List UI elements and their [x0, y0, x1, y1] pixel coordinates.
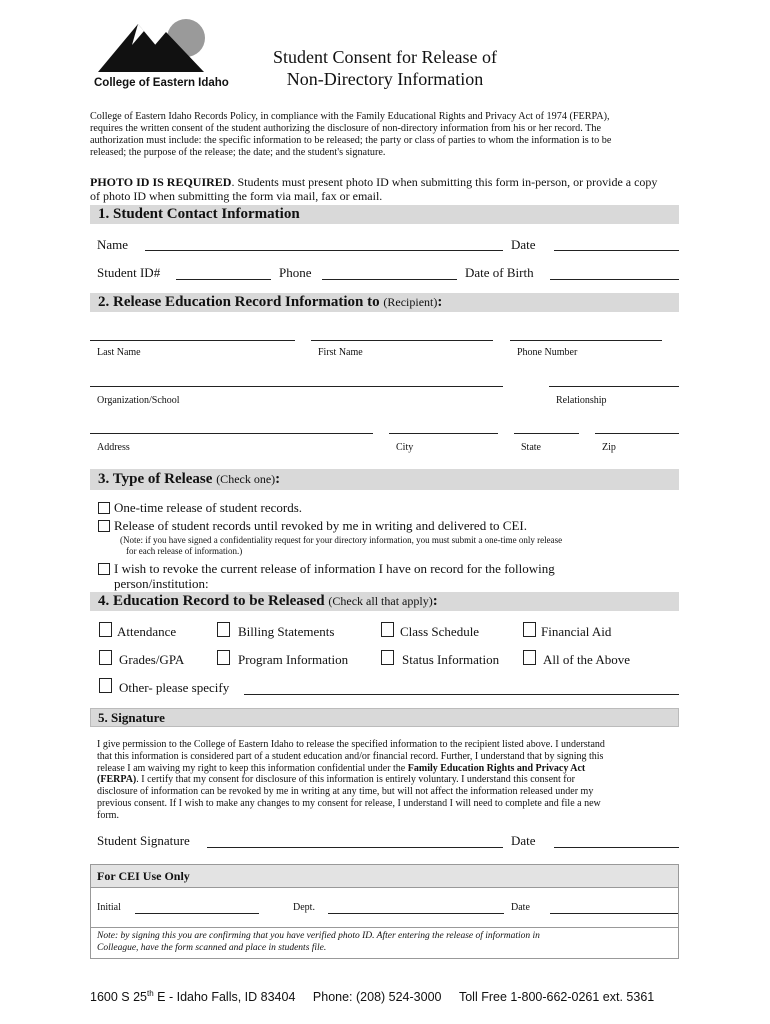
- cei-use-header: [91, 865, 678, 888]
- cei-use-title: For CEI Use Only: [97, 869, 190, 883]
- name-label: Name: [97, 237, 129, 252]
- first-name-field[interactable]: [311, 340, 493, 341]
- photo-id-required: PHOTO ID IS REQUIRED: [90, 175, 232, 189]
- footer-toll-free: Toll Free 1-800-662-0261 ext. 5361: [458, 990, 655, 1005]
- one-time-release-checkbox[interactable]: [98, 502, 110, 514]
- signature-date-label: Date: [511, 833, 536, 848]
- state-label: State: [521, 442, 541, 453]
- student-signature-field[interactable]: [207, 847, 503, 848]
- footer-contact: [90, 989, 654, 1004]
- other-label: Other- please specify: [119, 680, 230, 695]
- section-2-header: [90, 293, 679, 312]
- signature-date-field[interactable]: [554, 847, 679, 848]
- consent-paragraph: I give permission to the College of Eastern Idaho to release the specified information to the recipient listed above. I understand that this information is considered part of a student education and/or financial record. Further, I understand that by signing this release I am waiving my right to keep this information confidential under the Family Education Rights and Privacy Act (FERPA). I certify that my consent for disclosure of this information is entirely voluntary. I understand this consent for disclosure of information can be revoked by me in writing at any time, but will not affect the information released under my previous consent. If I wish to make any changes to my consent for release, I understand I will need to complete and file a new form.: [97, 739, 605, 821]
- address-label: Address: [97, 442, 130, 453]
- class-schedule-label: Class Schedule: [400, 624, 480, 639]
- phone-field[interactable]: [322, 279, 457, 280]
- relationship-field[interactable]: [549, 386, 679, 387]
- billing-label: Billing Statements: [238, 624, 335, 639]
- footer-phone: Phone: (208) 524-3000: [312, 990, 442, 1005]
- program-info-label: Program Information: [238, 652, 349, 667]
- last-name-label: Last Name: [97, 347, 141, 358]
- date-label: Date: [511, 237, 536, 252]
- policy-line: released; the purpose of the release; the date; and the student's signature.: [90, 147, 386, 158]
- one-time-release-label: One-time release of student records.: [114, 500, 303, 515]
- phone-label: Phone: [279, 265, 312, 280]
- photo-id-notice: [90, 176, 690, 203]
- cei-date-field[interactable]: [550, 913, 678, 914]
- section-3-header: [90, 469, 679, 490]
- address-field[interactable]: [90, 433, 373, 434]
- date-field[interactable]: [554, 250, 679, 251]
- student-signature-label: Student Signature: [97, 833, 190, 848]
- cei-use-box: [90, 864, 679, 959]
- section-4-header: [90, 592, 679, 611]
- initial-label: Initial: [97, 902, 121, 913]
- grades-label: Grades/GPA: [119, 652, 185, 667]
- zip-label: Zip: [602, 442, 616, 453]
- name-field[interactable]: [145, 250, 503, 251]
- all-above-checkbox[interactable]: [523, 650, 536, 665]
- attendance-checkbox[interactable]: [99, 622, 112, 637]
- class-schedule-checkbox[interactable]: [381, 622, 394, 637]
- photo-id-text: . Students must present photo ID when submitting this form in-person, or provide a copy: [231, 175, 658, 189]
- cei-note: Note: by signing this you are confirming that you have verified photo ID. After entering the release of information in Colleague, have the form scanned and place in students file.: [97, 931, 540, 953]
- logo-text: College of Eastern Idaho: [94, 77, 229, 89]
- city-label: City: [396, 442, 414, 453]
- revoke-release-label: I wish to revoke the current release of information I have on record for the following person/institution:: [114, 561, 555, 591]
- policy-paragraph: [90, 111, 690, 159]
- form-title: [230, 46, 540, 90]
- section-2-title: 2. Release Education Record Information to (Recipient):: [98, 294, 443, 310]
- phone-number-field[interactable]: [510, 340, 662, 341]
- other-specify-field[interactable]: [244, 694, 679, 695]
- other-checkbox[interactable]: [99, 678, 112, 693]
- status-info-checkbox[interactable]: [381, 650, 394, 665]
- policy-line: College of Eastern Idaho Records Policy, in compliance with the Family Educational Rights and Privacy Act of 1974 (FERPA),: [90, 111, 610, 122]
- dept-label: Dept.: [293, 902, 315, 913]
- section-3-title: 3. Type of Release (Check one):: [98, 471, 281, 487]
- relationship-label: Relationship: [556, 395, 607, 406]
- attendance-label: Attendance: [117, 624, 177, 639]
- billing-checkbox[interactable]: [217, 622, 230, 637]
- status-info-label: Status Information: [402, 652, 500, 667]
- dob-field[interactable]: [550, 279, 679, 280]
- organization-label: Organization/School: [97, 395, 180, 406]
- student-id-field[interactable]: [176, 279, 271, 280]
- section-1-title: 1. Student Contact Information: [98, 206, 300, 222]
- financial-aid-label: Financial Aid: [541, 624, 612, 639]
- cei-divider: [91, 927, 678, 928]
- all-above-label: All of the Above: [543, 652, 631, 667]
- section-1-header: [90, 205, 679, 224]
- policy-line: requires the written consent of the student authorizing the disclosure of non-directory information from his or her record. The: [90, 123, 602, 134]
- program-info-checkbox[interactable]: [217, 650, 230, 665]
- section-5-header: [90, 708, 679, 727]
- financial-aid-checkbox[interactable]: [523, 622, 536, 637]
- footer-address: 1600 S 25th E - Idaho Falls, ID 83404: [90, 989, 296, 1005]
- release-until-revoked-label: Release of student records until revoked by me in writing and delivered to CEI.: [114, 518, 527, 533]
- release-note: (Note: if you have signed a confidentiality request for your directory information, you must submit a one-time only release for each release of information.): [120, 535, 563, 556]
- form-title-line1: Student Consent for Release of: [273, 47, 497, 67]
- first-name-label: First Name: [318, 347, 363, 358]
- college-logo: [92, 14, 229, 94]
- phone-number-label: Phone Number: [517, 347, 578, 358]
- state-field[interactable]: [514, 433, 579, 434]
- last-name-field[interactable]: [90, 340, 295, 341]
- cei-date-label: Date: [511, 902, 530, 913]
- dept-field[interactable]: [328, 913, 504, 914]
- policy-line: authorization must include: the specific information to be released; the party or class of parties to whom the information is to be: [90, 135, 612, 146]
- organization-field[interactable]: [90, 386, 503, 387]
- grades-checkbox[interactable]: [99, 650, 112, 665]
- release-until-revoked-checkbox[interactable]: [98, 520, 110, 532]
- revoke-release-checkbox[interactable]: [98, 563, 110, 575]
- student-id-label: Student ID#: [97, 265, 161, 280]
- photo-id-text-line2: of photo ID when submitting the form via mail, fax or email.: [90, 188, 383, 203]
- form-title-line2: Non-Directory Information: [286, 69, 484, 89]
- section-5-title: 5. Signature: [98, 710, 165, 725]
- zip-field[interactable]: [595, 433, 679, 434]
- logo-mark: [92, 14, 222, 86]
- city-field[interactable]: [389, 433, 498, 434]
- section-4-title: 4. Education Record to be Released (Check all that apply):: [98, 593, 438, 609]
- dob-label: Date of Birth: [465, 265, 534, 280]
- initial-field[interactable]: [135, 913, 259, 914]
